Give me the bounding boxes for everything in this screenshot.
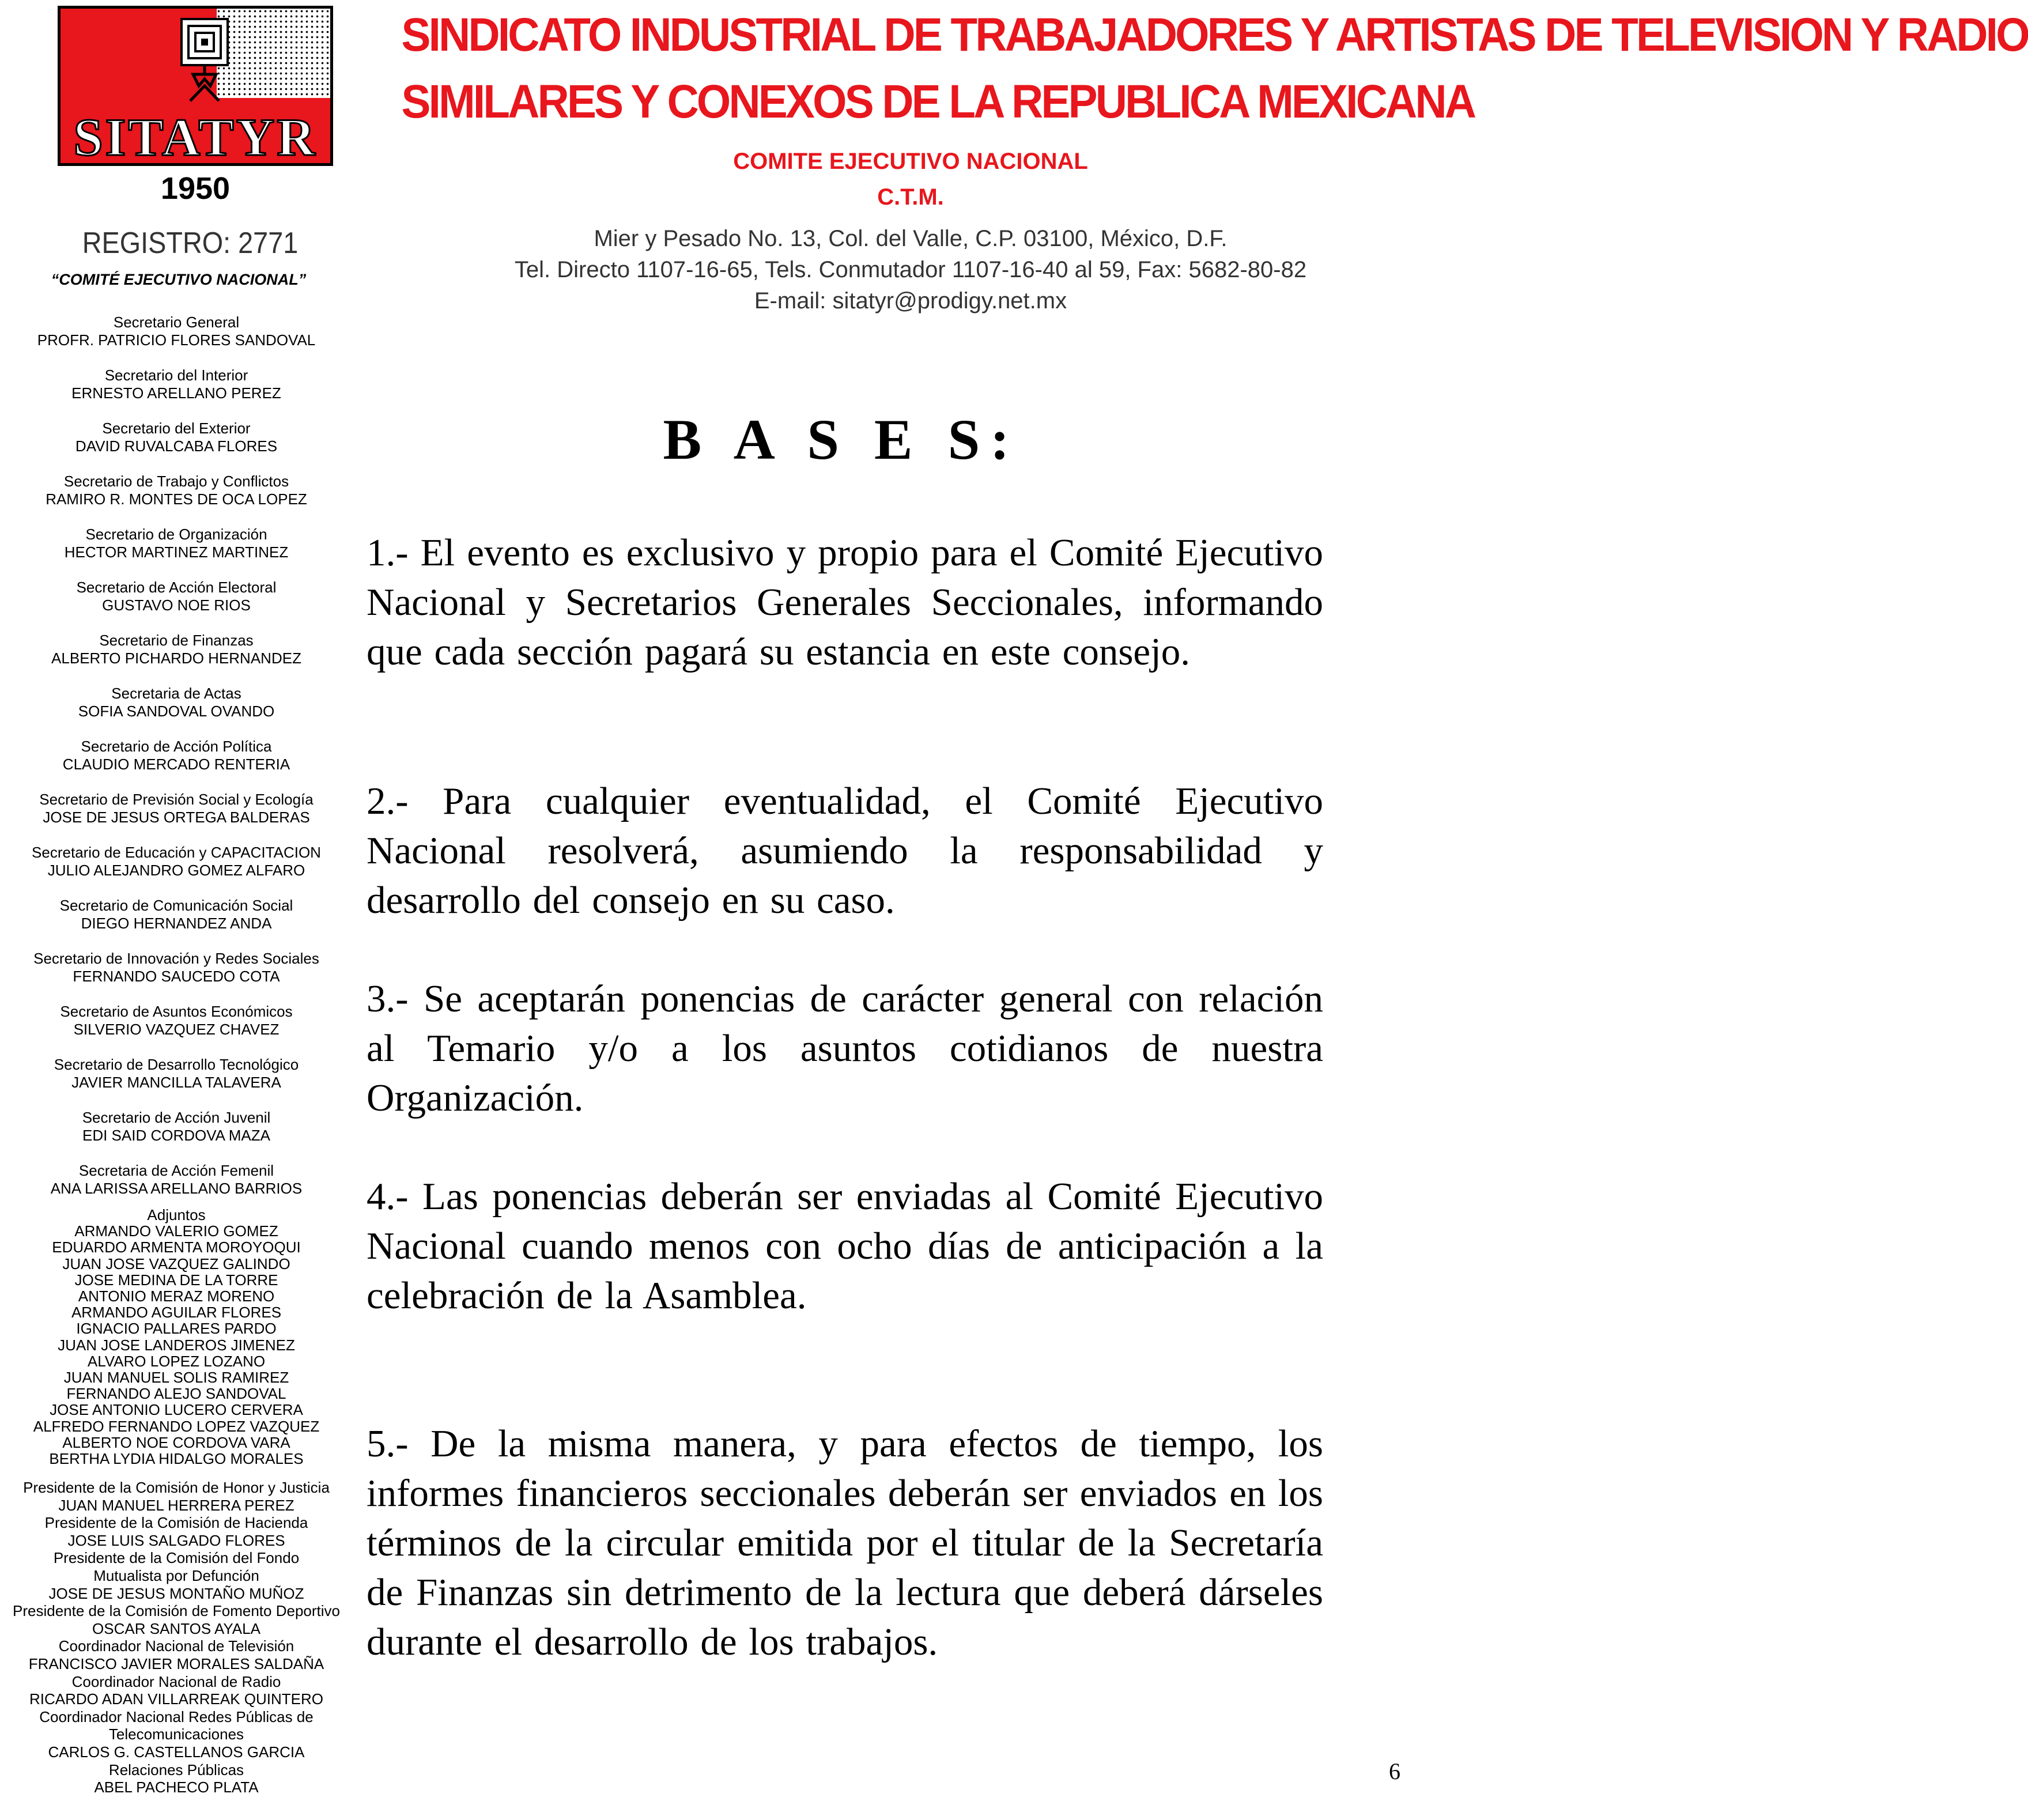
- officer-name: CLAUDIO MERCADO RENTERIA: [62, 756, 290, 773]
- officers-list: [0, 314, 353, 1215]
- adjunto-name: FERNANDO ALEJO SANDOVAL: [66, 1385, 286, 1403]
- adjunto-name: IGNACIO PALLARES PARDO: [76, 1320, 277, 1338]
- commission-line: Coordinador Nacional de Radio: [71, 1672, 281, 1690]
- officer-name: JAVIER MANCILLA TALAVERA: [71, 1074, 281, 1091]
- officer-entry: [0, 314, 353, 349]
- officer-title: Secretario del Interior: [104, 367, 248, 384]
- officer-entry: [0, 1003, 353, 1039]
- adjunto-name: BERTHA LYDIA HIDALGO MORALES: [49, 1450, 304, 1468]
- officer-name: PROFR. PATRICIO FLORES SANDOVAL: [37, 331, 316, 349]
- officer-title: Secretaria de Acción Femenil: [78, 1162, 274, 1179]
- officer-title: Secretario de Desarrollo Tecnológico: [54, 1056, 299, 1073]
- commission-line: Presidente de la Comisión del Fondo: [53, 1549, 300, 1567]
- officer-name: ERNESTO ARELLANO PEREZ: [71, 384, 281, 402]
- bases-paragraph-1: 1.- El evento es exclusivo y propio para el Comité Ejecutivo Nacional y Secretarios Generales Seccionales, informando que cada sección pagará su estancia en este consejo.: [367, 531, 1323, 673]
- officer-entry: [0, 420, 353, 455]
- committee-heading: COMITE EJECUTIVO NACIONAL: [733, 149, 1088, 174]
- founding-year: 1950: [160, 171, 231, 206]
- officer-entry: [0, 526, 353, 561]
- officer-title: Secretaria de Actas: [111, 685, 241, 702]
- officer-name: HECTOR MARTINEZ MARTINEZ: [64, 543, 289, 561]
- officer-title: Secretario de Acción Electoral: [76, 579, 277, 596]
- adjunto-name: JUAN MANUEL SOLIS RAMIREZ: [63, 1369, 289, 1387]
- sitatyr-logo: [58, 6, 333, 166]
- officer-entry: [0, 897, 353, 932]
- officer-entry: [0, 844, 353, 879]
- adjunto-name: ARMANDO AGUILAR FLORES: [71, 1304, 282, 1321]
- officer-name: GUSTAVO NOE RIOS: [102, 596, 251, 614]
- union-name-line1: SINDICATO INDUSTRIAL DE TRABAJADORES Y ARTISTAS DE TELEVISION Y RADIO: [401, 9, 2028, 61]
- adjuntos-list: [0, 1207, 353, 1467]
- officer-entry: [0, 791, 353, 826]
- bases-paragraph-5: 5.- De la misma manera, y para efectos de tiempo, los informes financieros seccionales deberán ser enviados en los términos de la circular emitida por el titular de la Secretaría de Finanzas sin detrimento de la lectura que deberá dárseles durante el desarrollo de los trabajos.: [367, 1422, 1323, 1663]
- officer-entry: [0, 950, 353, 985]
- adjunto-name: JOSE MEDINA DE LA TORRE: [74, 1271, 278, 1289]
- officer-name: SOFIA SANDOVAL OVANDO: [78, 703, 275, 720]
- adjunto-name: ANTONIO MERAZ MORENO: [78, 1287, 275, 1305]
- commission-line: Presidente de la Comisión de Honor y Justicia: [23, 1479, 330, 1496]
- logo-emblem-icon: [170, 17, 239, 103]
- officer-name: ALBERTO PICHARDO HERNANDEZ: [51, 650, 301, 667]
- commission-line: CARLOS G. CASTELLANOS GARCIA: [48, 1743, 305, 1761]
- adjunto-name: ALFREDO FERNANDO LOPEZ VAZQUEZ: [33, 1417, 320, 1435]
- officer-title: Secretario de Previsión Social y Ecología: [39, 791, 314, 808]
- officer-entry: [0, 367, 353, 402]
- officer-name: EDI SAID CORDOVA MAZA: [82, 1127, 270, 1144]
- commission-line: RICARDO ADAN VILLARREAK QUINTERO: [29, 1690, 323, 1708]
- officer-title: Secretario de Organización: [85, 526, 267, 543]
- registro-number: REGISTRO: 2771: [82, 226, 299, 260]
- officer-name: DAVID RUVALCABA FLORES: [75, 437, 278, 455]
- commission-line: Coordinador Nacional Redes Públicas de: [39, 1708, 314, 1725]
- officer-entry: [0, 579, 353, 614]
- officer-title: Secretario de Finanzas: [99, 632, 254, 649]
- commission-line: Coordinador Nacional de Televisión: [58, 1637, 294, 1655]
- bases-paragraph-2: 2.- Para cualquier eventualidad, el Comité Ejecutivo Nacional resolverá, asumiendo la responsabilidad y desarrollo del consejo en su caso.: [367, 780, 1323, 922]
- adjunto-name: ARMANDO VALERIO GOMEZ: [74, 1222, 278, 1240]
- email-line: E-mail: sitatyr@prodigy.net.mx: [754, 288, 1067, 314]
- bases-paragraph-3: 3.- Se aceptarán ponencias de carácter general con relación al Temario y/o a los asuntos cotidianos de nuestra Organización.: [367, 977, 1323, 1119]
- sidebar-committee-label: “COMITÉ EJECUTIVO NACIONAL”: [51, 271, 307, 288]
- officer-title: Secretario de Acción Juvenil: [82, 1109, 271, 1126]
- adjunto-name: ALVARO LOPEZ LOZANO: [87, 1352, 266, 1370]
- officer-entry: [0, 738, 353, 773]
- officer-name: FERNANDO SAUCEDO COTA: [73, 968, 280, 985]
- officer-title: Secretario de Asuntos Económicos: [60, 1003, 293, 1020]
- ctm-heading: C.T.M.: [877, 184, 944, 210]
- officer-entry: [0, 685, 353, 720]
- commission-line: Telecomunicaciones: [108, 1725, 244, 1743]
- commission-line: JUAN MANUEL HERRERA PEREZ: [58, 1496, 294, 1514]
- officer-name: ANA LARISSA ARELLANO BARRIOS: [50, 1180, 303, 1197]
- officer-name: DIEGO HERNANDEZ ANDA: [81, 915, 272, 932]
- officer-entry: [0, 1109, 353, 1145]
- bases-paragraph-4: 4.- Las ponencias deberán ser enviadas al Comité Ejecutivo Nacional cuando menos con ocho días de anticipación a la celebración de la Asamblea.: [367, 1175, 1323, 1317]
- officer-name: JULIO ALEJANDRO GOMEZ ALFARO: [47, 862, 305, 879]
- officer-name: RAMIRO R. MONTES DE OCA LOPEZ: [46, 490, 307, 508]
- address-line: Mier y Pesado No. 13, Col. del Valle, C.P. 03100, México, D.F.: [594, 226, 1228, 251]
- adjunto-name: JOSE ANTONIO LUCERO CERVERA: [50, 1401, 303, 1419]
- adjunto-name: JUAN JOSE VAZQUEZ GALINDO: [62, 1255, 290, 1273]
- commission-line: Relaciones Públicas: [108, 1761, 244, 1779]
- bases-heading: B A S E S:: [663, 407, 1020, 471]
- officer-title: Secretario de Educación y CAPACITACION: [32, 844, 321, 861]
- commission-line: FRANCISCO JAVIER MORALES SALDAÑA: [28, 1655, 324, 1672]
- commissions-list: [0, 1479, 353, 1796]
- officer-entry: [0, 1056, 353, 1092]
- adjunto-name: EDUARDO ARMENTA MOROYOQUI: [52, 1238, 301, 1256]
- officer-title: Secretario de Comunicación Social: [59, 897, 293, 914]
- adjunto-name: JUAN JOSE LANDEROS JIMENEZ: [58, 1336, 295, 1354]
- officer-title: Secretario de Innovación y Redes Sociales: [33, 950, 319, 967]
- officer-name: JOSE DE JESUS ORTEGA BALDERAS: [43, 809, 310, 826]
- commission-line: Presidente de la Comisión de Hacienda: [44, 1514, 308, 1532]
- adjunto-name: ALBERTO NOE CORDOVA VARA: [62, 1433, 290, 1451]
- commission-line: JOSE DE JESUS MONTAÑO MUÑOZ: [48, 1584, 304, 1602]
- commission-line: JOSE LUIS SALGADO FLORES: [67, 1531, 285, 1549]
- commission-line: ABEL PACHECO PLATA: [94, 1779, 259, 1796]
- officer-title: Secretario General: [113, 314, 240, 331]
- commission-line: Mutualista por Defunción: [93, 1566, 259, 1584]
- officer-entry: [0, 632, 353, 667]
- officer-name: SILVERIO VAZQUEZ CHAVEZ: [73, 1021, 280, 1038]
- page-number: 6: [1389, 1758, 1400, 1784]
- officer-entry: [0, 473, 353, 508]
- commission-line: OSCAR SANTOS AYALA: [92, 1619, 260, 1637]
- logo-wordmark: SITATYR: [73, 108, 318, 167]
- phone-line: Tel. Directo 1107-16-65, Tels. Conmutador 1107-16-40 al 59, Fax: 5682-80-82: [514, 257, 1307, 282]
- officer-entry: [0, 1162, 353, 1198]
- commission-line: Presidente de la Comisión de Fomento Deportivo: [13, 1602, 340, 1620]
- officer-title: Secretario del Exterior: [102, 420, 251, 437]
- officer-title: Secretario de Acción Política: [81, 738, 272, 755]
- adjuntos-label: Adjuntos: [147, 1206, 206, 1224]
- officer-title: Secretario de Trabajo y Conflictos: [63, 473, 289, 490]
- union-name-line2: SIMILARES Y CONEXOS DE LA REPUBLICA MEXICANA: [401, 75, 1475, 128]
